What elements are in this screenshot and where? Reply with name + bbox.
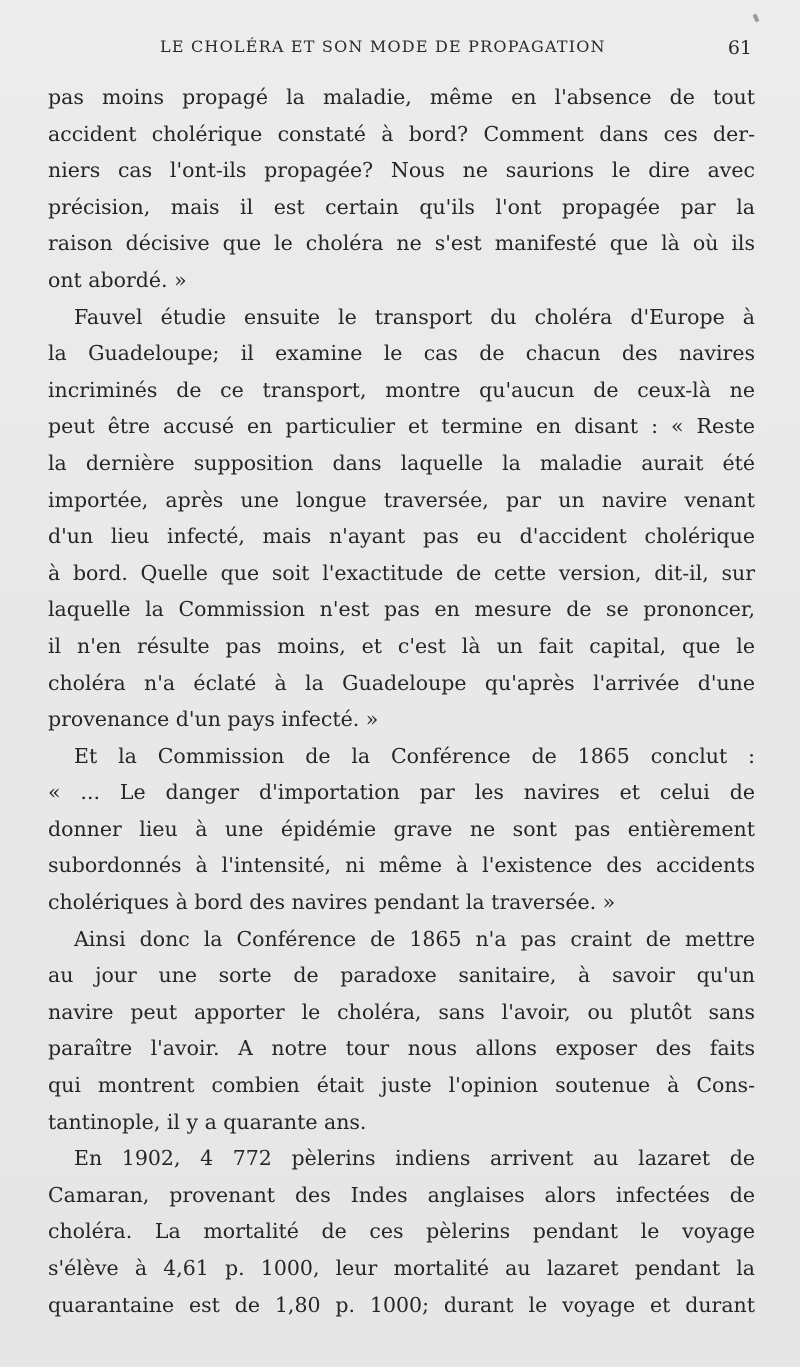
- text-line: au jour une sorte de paradoxe sanitaire, à savoir qu'un: [48, 963, 755, 988]
- page-number: 61: [727, 37, 752, 59]
- text-line: raison décisive que le choléra ne s'est manifesté que là où ils: [48, 231, 755, 256]
- ink-speck: [752, 14, 759, 23]
- body-text: [48, 79, 755, 1323]
- text-line: Ainsi donc la Conférence de 1865 n'a pas craint de mettre: [74, 926, 755, 951]
- text-line: Camaran, provenant des Indes anglaises alors infectées de: [48, 1182, 755, 1207]
- text-line: la Guadeloupe; il examine le cas de chacun des navires: [48, 341, 755, 366]
- text-line: cholériques à bord des navires pendant la traversée. »: [48, 890, 616, 915]
- text-line: s'élève à 4,61 p. 1000, leur mortalité au lazaret pendant la: [48, 1256, 755, 1280]
- text-line: incriminés de ce transport, montre qu'aucun de ceux-là ne: [48, 377, 755, 402]
- text-line: « ... Le danger d'importation par les navires et celui de: [48, 780, 755, 805]
- text-line: d'un lieu infecté, mais n'ayant pas eu d'accident cholérique: [48, 524, 755, 549]
- text-line: précision, mais il est certain qu'ils l'ont propagée par la: [48, 194, 755, 219]
- text-line: Fauvel étudie ensuite le transport du choléra d'Europe à: [74, 304, 755, 329]
- text-line: à bord. Quelle que soit l'exactitude de cette version, dit-il, sur: [48, 560, 755, 585]
- text-line: peut être accusé en particulier et termine en disant : « Reste: [48, 414, 755, 439]
- text-line: choléra n'a éclaté à la Guadeloupe qu'après l'arrivée d'une: [48, 670, 755, 695]
- running-head: [160, 37, 760, 61]
- text-line: En 1902, 4 772 pèlerins indiens arrivent au lazaret de: [74, 1146, 755, 1171]
- text-line: la dernière supposition dans laquelle la maladie aurait été: [48, 450, 755, 475]
- text-line: qui montrent combien était juste l'opinion soutenue à Cons-: [48, 1073, 755, 1098]
- text-line: donner lieu à une épidémie grave ne sont pas entièrement: [48, 816, 755, 841]
- text-line: provenance d'un pays infecté. »: [48, 707, 379, 732]
- text-line: quarantaine est de 1,80 p. 1000; durant le voyage et durant: [48, 1292, 755, 1317]
- text-line: ont abordé. »: [48, 267, 187, 292]
- text-line: pas moins propagé la maladie, même en l'absence de tout: [48, 85, 755, 109]
- running-title: LE CHOLÉRA ET SON MODE DE PROPAGATION: [160, 37, 606, 56]
- text-line: navire peut apporter le choléra, sans l'avoir, ou plutôt sans: [48, 999, 755, 1024]
- text-line: choléra. La mortalité de ces pèlerins pendant le voyage: [48, 1219, 755, 1244]
- text-line: il n'en résulte pas moins, et c'est là un fait capital, que le: [48, 633, 755, 658]
- text-line: laquelle la Commission n'est pas en mesure de se prononcer,: [48, 597, 755, 622]
- text-line: Et la Commission de la Conférence de 1865 conclut :: [74, 743, 755, 768]
- text-line: paraître l'avoir. A notre tour nous allons exposer des faits: [48, 1036, 755, 1061]
- text-line: accident cholérique constaté à bord? Comment dans ces der-: [48, 121, 755, 146]
- text-line: importée, après une longue traversée, par un navire venant: [48, 487, 755, 512]
- text-line: tantinople, il y a quarante ans.: [48, 1109, 367, 1134]
- text-line: subordonnés à l'intensité, ni même à l'existence des accidents: [48, 853, 755, 878]
- text-line: niers cas l'ont-ils propagée? Nous ne saurions le dire avec: [48, 158, 755, 183]
